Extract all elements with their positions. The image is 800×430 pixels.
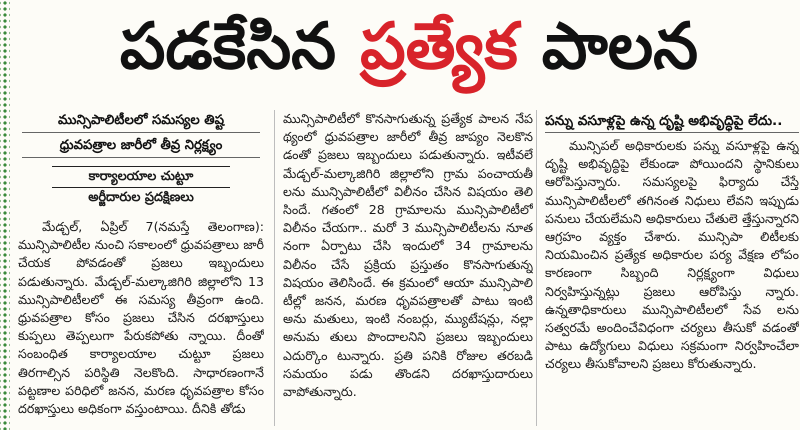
column-3-body: మున్సిపల్ అధికారులకు పన్ను వసూళ్లపై ఉన్న దృష్టి అభివృద్ధిపై లేకుండా పోయిందని స్థానికులు ఆరోపిస్తున్నారు. సమస్యలపై ఫిర్యాదు చేస్తే మున్సిపాలిటీలలో తగినంత నిధులు లేవని ఇప్పుడు పనులు చేయలేమని అధికారులు చేతులె త్తేస్తున్నారని ఆగ్రహం వ్యక్తం చేశారు. మున్సిపా లిటీలకు నియమించిన ప్రత్యేక అధికారుల పర్య వేక్షణ లోపం కారణంగా సిబ్బంది నిర్లక్ష్యంగా విధులు నిర్వహిస్తున్నట్లు ప్రజలు ఆరోపిస్తు న్నారు. ఉన్నతాధికారులు మున్సిపాలిటీలలో సేవ లను సత్వరమే అందించేవిధంగా చర్యలు తీసుకో వడంతో పాటు ఉద్యోగులు విధులు సక్రమంగా నిర్వహించేలా చర్యలు తీసుకోవాలని ప్రజలు కోరుతున్నారు.: [545, 138, 799, 372]
headline-word-1: పడకేసిన: [119, 10, 337, 84]
headline-word-3: పాలన: [541, 10, 699, 84]
column-1-body: మేడ్చల్, ఏప్రిల్ 7(నమస్తే తెలంగాణ): మున్సిపాలిటీల నుంచి సకాలంలో ధ్రువపత్రాలు జారీ చేయక పోవడంతో ప్రజలు ఇబ్బందులు పడుతున్నారు. మేడ్చల్-మల్కాజిగిరి జిల్లాలోని 13 మున్సిపాలిటీలలో ఈ సమస్య తీవ్రంగా ఉంది. ధ్రువపత్రాల కోసం ప్రజలు చేసిన దరఖాస్తులు కుప్పలు తెప్పలుగా పేరుకపోతు న్నాయి. దీంతో సంబంధిత కార్యాలయాల చుట్టూ ప్రజలు తిరగాల్సిన పరిస్థితి నెలకొంది. సాధారణంగానే పట్టణాల పరిధిలో జనన, మరణ ధృవపత్రాల కోసం దరఖాస్తులు అధికంగా వస్తుంటాయి. దీనికి తోడు: [18, 219, 264, 417]
column-1: [18, 110, 264, 426]
subhead-1: మున్సిపాలిటీలలో సమస్యల తిష్ట: [22, 110, 260, 133]
column-2-body: మున్సిపాలిటీలో కొనసాగుతున్న ప్రత్యేక పాలన నేప థ్యంలో ధ్రువపత్రాల జారీలో తీవ్ర జాప్యం నెలకొన డంతో ప్రజలు ఇబ్బందులు పడుతున్నారు. ఇటీవలే మేడ్చల్-మల్కాజిగిరి జిల్లాలోని గ్రామ పంచాయతీ లను మున్సిపాలిటీలో విలీనం చేసిన విషయం తెలి సిందే. గతంలో 28 గ్రామాలను మున్సిపాలిటీలో విలీనం చేయగా.. మరో 3 మున్సిపాలిటీలను నూత నంగా ఏర్పాటు చేసి ఇందులో 34 గ్రామాలను విలీనం చేసే ప్రక్రియ ప్రస్తుతం కొనసాగుతున్న విషయం తెలిసిందే. ఈ క్రమంలో ఆయా మున్సిపాలి టీల్లో జనన, మరణ ధృవపత్రాలతో పాటు ఇంటి అను మతులు, ఇంటి నంబర్లు, మ్యుటేషన్లు, నల్లా అనుమ తులు పొందాలనిని ప్రజలు ఇబ్బందులు ఎదుర్కొం టున్నారు. ప్రతి పనికి రోజుల తరబడి సమయం పడు తొండని దరఖాస్తుదారులు వాపోతున్నారు.: [283, 111, 533, 400]
column-2: [274, 110, 533, 426]
column-3-sidehead: పన్ను వసూళ్లపై ఉన్న దృష్టి అభివృద్ధిపై లేదు..: [545, 110, 799, 133]
headline: [18, 4, 800, 90]
dotted-green-border: [0, 0, 10, 430]
highlight-box: [52, 166, 230, 208]
highlight-box-line-1: కార్యాలయాల చుట్టూ: [52, 166, 230, 188]
subhead-2: ధ్రువపత్రాల జారీలో తీవ్ర నిర్లక్ష్యం: [22, 135, 260, 158]
headline-word-2: ప్రత్యేక: [360, 10, 518, 84]
highlight-box-line-2: అర్జీదారుల ప్రదక్షిణలు: [88, 190, 194, 205]
column-3: [536, 110, 799, 426]
